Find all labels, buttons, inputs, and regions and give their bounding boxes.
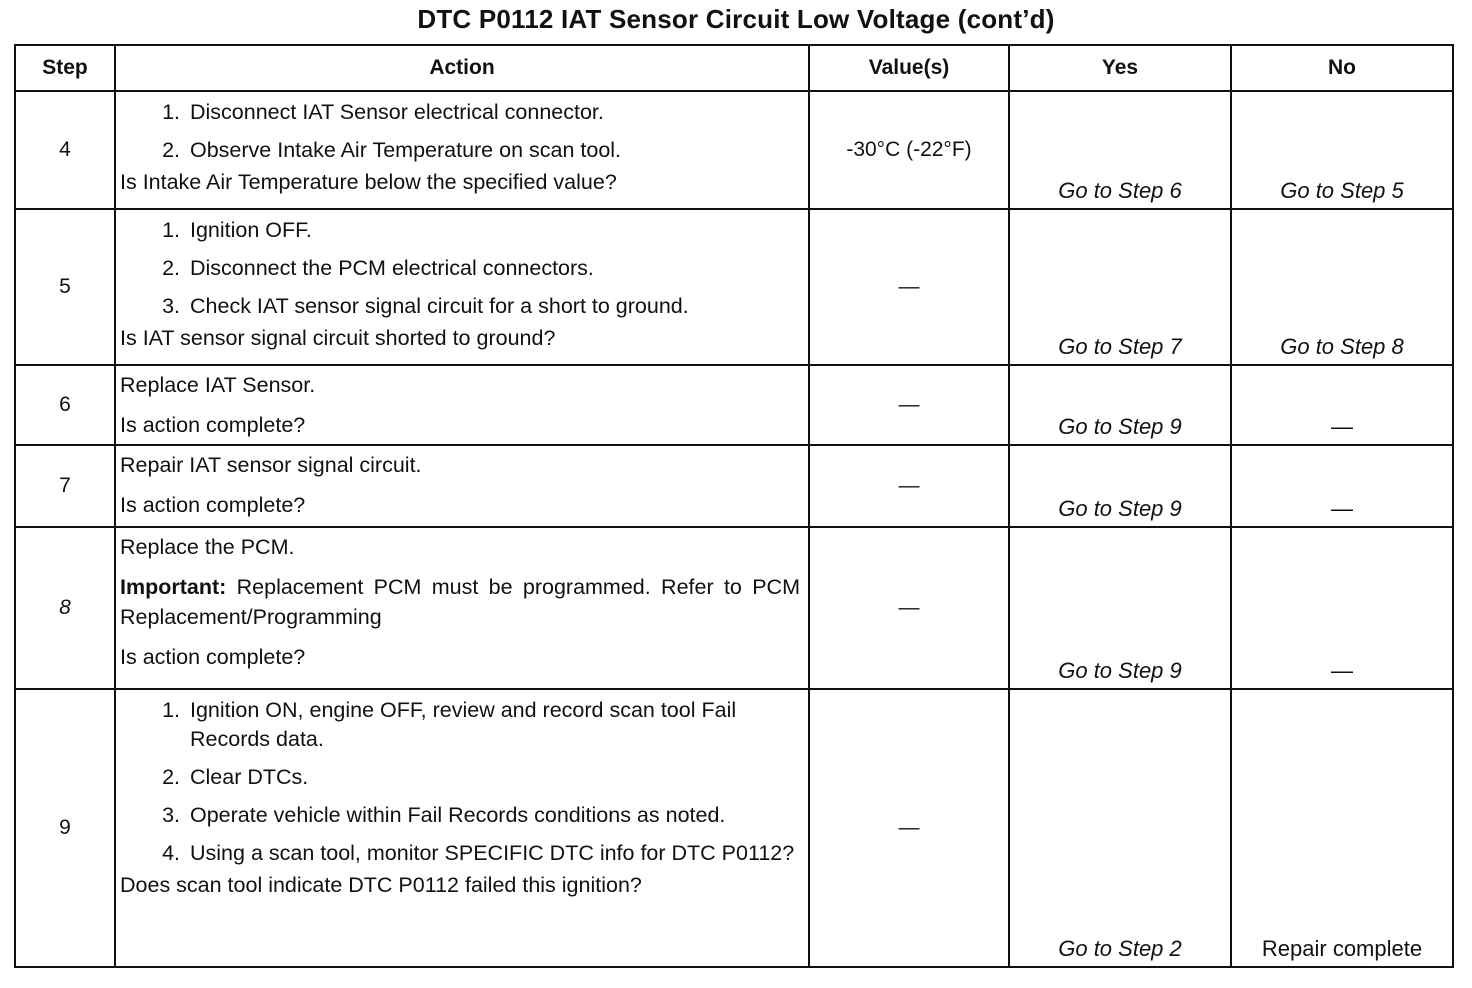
important-note (120, 572, 800, 632)
header-yes: Yes (1009, 45, 1231, 91)
yes-goto: Go to Step 9 (1058, 496, 1182, 521)
page-title: DTC P0112 IAT Sensor Circuit Low Voltage (cont’d) (417, 4, 1055, 34)
important-label: Important: (120, 575, 227, 599)
step-number: 6 (15, 365, 115, 445)
value-cell: — (809, 527, 1009, 689)
action-question: Does scan tool indicate DTC P0112 failed this ignition? (120, 873, 642, 897)
action-question: Is action complete? (120, 645, 306, 669)
no-cell: — (1231, 445, 1453, 527)
step-number: 4 (15, 91, 115, 209)
action-cell (115, 689, 809, 967)
important-text: Replacement PCM must be programmed. Refer to PCM Replacement/Programming (120, 575, 800, 629)
table-row (15, 365, 1453, 445)
no-cell (1231, 209, 1453, 365)
yes-cell (1009, 365, 1231, 445)
value-cell: — (809, 209, 1009, 365)
action-text: Replace IAT Sensor. (120, 373, 316, 397)
table-row (15, 445, 1453, 527)
yes-cell (1009, 445, 1231, 527)
diagnostic-table (14, 44, 1454, 968)
action-question: Is action complete? (120, 493, 306, 517)
yes-goto: Go to Step 2 (1058, 936, 1182, 961)
table-row (15, 209, 1453, 365)
header-values: Value(s) (809, 45, 1009, 91)
action-step: 1. Disconnect IAT Sensor electrical connector. (162, 100, 604, 124)
no-cell: — (1231, 527, 1453, 689)
no-cell (1231, 91, 1453, 209)
yes-goto: Go to Step 6 (1058, 178, 1182, 203)
table-row (15, 689, 1453, 967)
yes-cell (1009, 689, 1231, 967)
action-cell (115, 445, 809, 527)
action-step: 1. Ignition ON, engine OFF, review and record scan tool Fail Records data. (162, 698, 737, 751)
no-cell: — (1231, 365, 1453, 445)
value-cell: — (809, 445, 1009, 527)
action-steps (120, 216, 800, 321)
no-cell (1231, 689, 1453, 967)
header-no: No (1231, 45, 1453, 91)
yes-cell (1009, 91, 1231, 209)
action-cell (115, 91, 809, 209)
action-step: 4. Using a scan tool, monitor SPECIFIC DTC info for DTC P0112? (162, 841, 795, 865)
action-cell (115, 365, 809, 445)
action-step: 1. Ignition OFF. (162, 218, 312, 242)
yes-goto: Go to Step 9 (1058, 658, 1182, 683)
header-step: Step (15, 45, 115, 91)
action-cell (115, 527, 809, 689)
step-number: 9 (15, 689, 115, 967)
value-cell: -30°C (-22°F) (809, 91, 1009, 209)
action-text: Replace the PCM. (120, 535, 295, 559)
step-number: 7 (15, 445, 115, 527)
yes-cell (1009, 527, 1231, 689)
action-steps (120, 98, 800, 165)
value-cell: — (809, 365, 1009, 445)
action-step: 2. Observe Intake Air Temperature on scan tool. (162, 138, 622, 162)
yes-goto: Go to Step 7 (1058, 334, 1182, 359)
action-question: Is IAT sensor signal circuit shorted to ground? (120, 326, 556, 350)
value-cell: — (809, 689, 1009, 967)
table-row (15, 527, 1453, 689)
action-step: 3. Operate vehicle within Fail Records conditions as noted. (162, 803, 726, 827)
table-header-row (15, 45, 1453, 91)
no-goto: Go to Step 5 (1280, 178, 1404, 203)
no-result: Repair complete (1261, 936, 1423, 961)
yes-goto: Go to Step 9 (1058, 414, 1182, 439)
action-text: Repair IAT sensor signal circuit. (120, 453, 422, 477)
step-number: 8 (15, 527, 115, 689)
table-row (15, 91, 1453, 209)
step-number: 5 (15, 209, 115, 365)
action-cell (115, 209, 809, 365)
header-action: Action (115, 45, 809, 91)
yes-cell (1009, 209, 1231, 365)
action-steps (120, 696, 800, 868)
action-step: 3. Check IAT sensor signal circuit for a short to ground. (162, 294, 689, 318)
action-step: 2. Clear DTCs. (162, 765, 309, 789)
action-step: 2. Disconnect the PCM electrical connectors. (162, 256, 594, 280)
action-question: Is action complete? (120, 413, 306, 437)
action-question: Is Intake Air Temperature below the specified value? (120, 170, 617, 194)
no-goto: Go to Step 8 (1280, 334, 1404, 359)
